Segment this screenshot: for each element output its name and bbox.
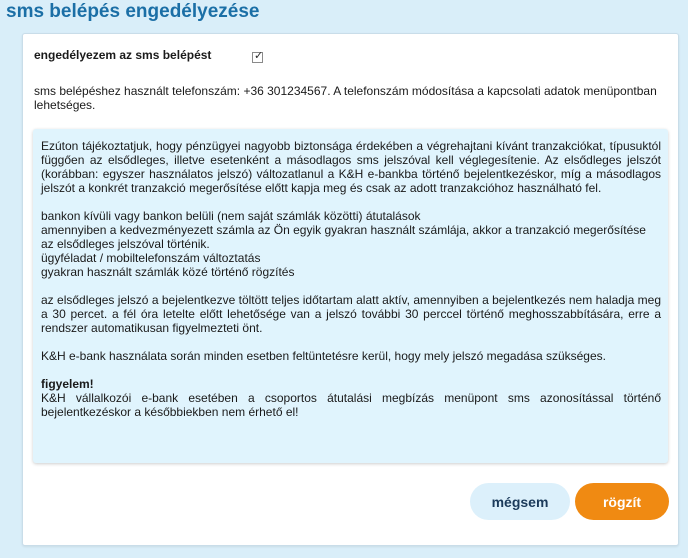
checkmark-icon: ✓ [254, 50, 264, 62]
save-button[interactable]: rögzít [575, 483, 669, 520]
notice-case-item: ügyféladat / mobiltelefonszám változtatás [41, 251, 261, 265]
notice-intro: Ezúton tájékoztatjuk, hogy pénzügyei nagyobb biztonsága érdekében a végrehajtani kívánt tranzakciókat, típusuktól függően az elsődleges, illetve esetenként a másodlagos sms jelszóval kell véglegesítenie. Az elsődleges jelszót (korábban: egyszer használatos jelszó) változatlanul a K&H e-bankba történő bejelentkezéskor, míg a másodlagos jelszót a konkrét tranzakció megerősítése előtt kapja meg és csak az adott tranzakcióhoz használható fel. [41, 139, 661, 195]
notice-warning-title: figyelem! [41, 377, 94, 391]
phone-info-text: sms belépéshez használt telefonszám: +36 301234567. A telefonszám módosítása a kapcsolati adatok menüpontban lehetséges. [34, 84, 657, 112]
notice-case-item: amennyiben a kedvezményezett számla az Ön egyik gyakran használt számlája, akkor a tranzakció megerősítése az elsődleges jelszóval történik. [41, 223, 646, 251]
cancel-button[interactable]: mégsem [470, 483, 570, 520]
notice-display-note: K&H e-bank használata során minden esetben feltüntetésre kerül, hogy mely jelszó megadása szükséges. [41, 349, 606, 363]
notice-validity: az elsődleges jelszó a bejelentkezve töltött teljes időtartam alatt aktív, amennyiben a bejelentkezés nem haladja meg a 30 percet. a fél óra letelte előtt lehetősége van a jelszó további 30 perccel történő meghosszabbítására, erre a rendszer automatikusan figyelmezteti önt. [41, 293, 661, 335]
info-notice-box [33, 129, 668, 463]
notice-case-item: gyakran használt számlák közé történő rögzítés [41, 265, 295, 279]
notice-warning-text: K&H vállalkozói e-bank esetében a csoportos átutalási megbízás menüpont sms azonosítással történő bejelentkezéskor a későbbiekben nem érhető el! [41, 391, 661, 419]
consent-label: engedélyezem az sms belépést [34, 48, 212, 62]
page-title: sms belépés engedélyezése [6, 1, 260, 22]
settings-card [22, 33, 679, 546]
notice-case-item: bankon kívüli vagy bankon belüli (nem saját számlák közötti) átutalások [41, 209, 421, 223]
consent-checkbox[interactable] [252, 52, 263, 63]
